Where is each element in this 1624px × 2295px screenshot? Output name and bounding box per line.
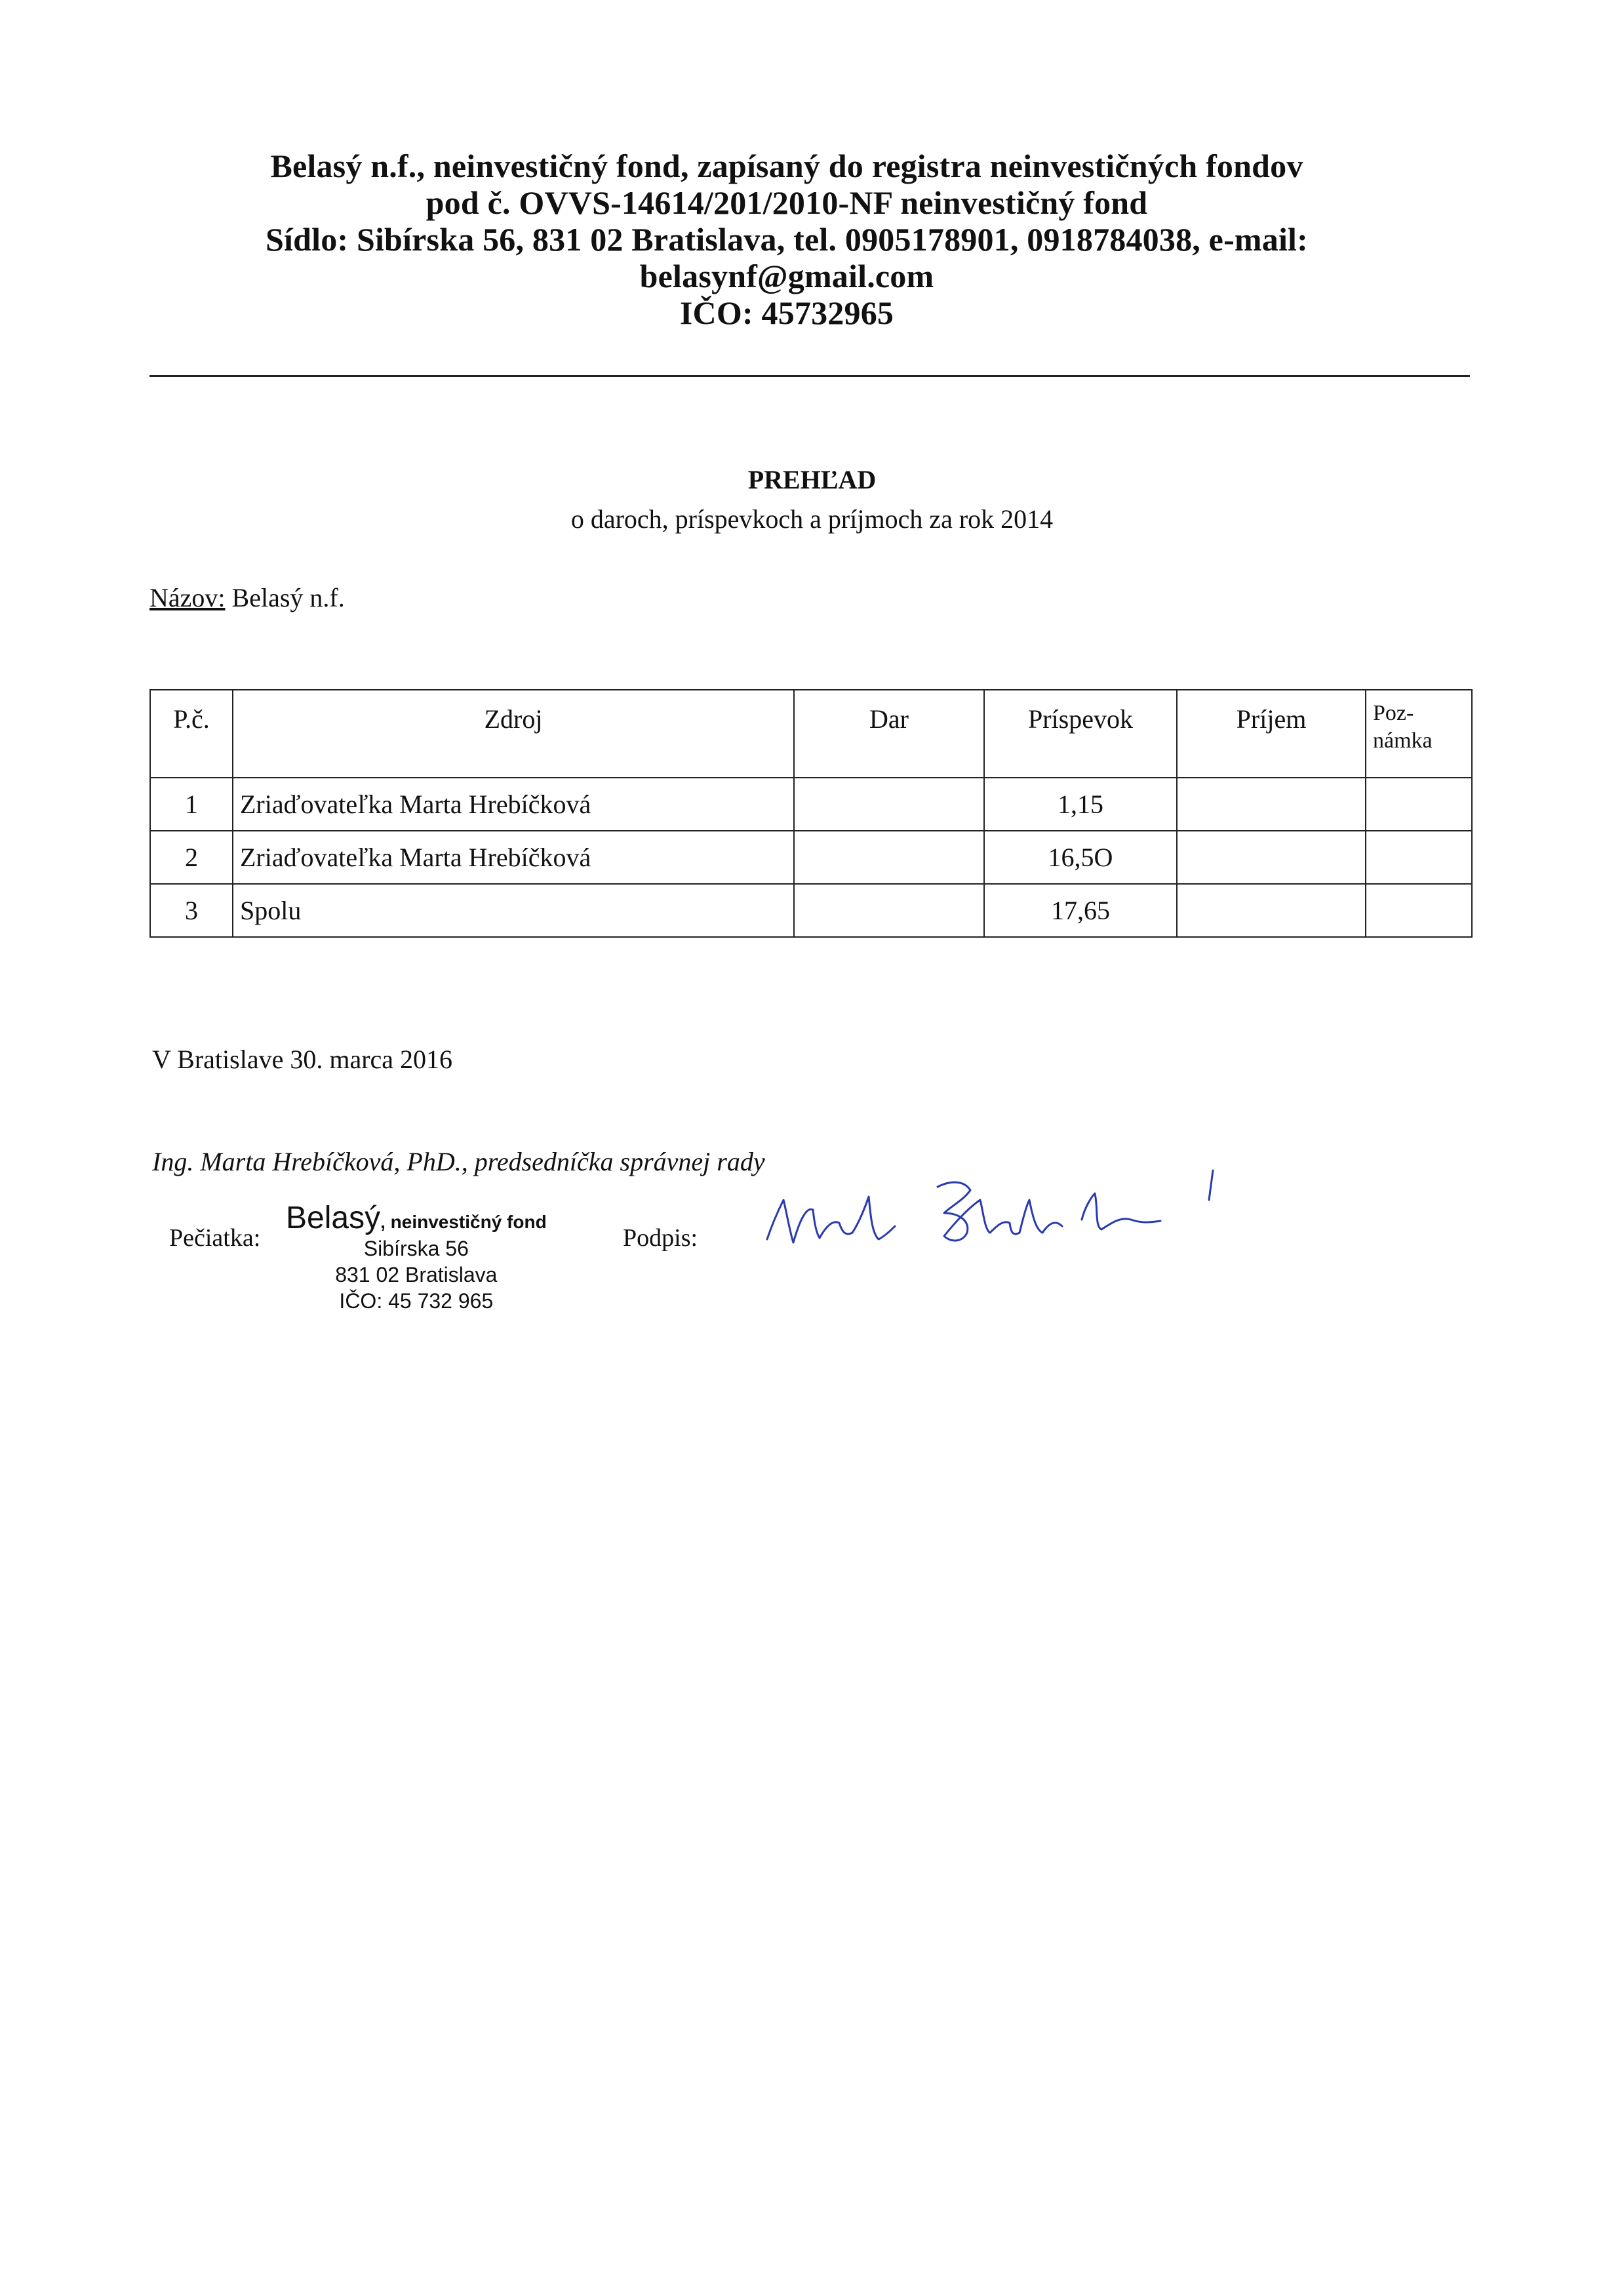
cell-zdroj: Zriaďovateľka Marta Hrebíčková <box>233 831 794 884</box>
header-divider <box>149 375 1470 377</box>
signature-label: Podpis: <box>623 1224 698 1252</box>
cell-dar <box>794 884 984 937</box>
table-row <box>150 778 1472 831</box>
name-line <box>149 582 345 613</box>
cell-prispevok: 1,15 <box>984 778 1177 831</box>
cell-prijem <box>1177 778 1366 831</box>
header-poznamka <box>1366 690 1472 778</box>
header-pc: P.č. <box>150 690 233 778</box>
name-label: Názov: <box>149 583 226 612</box>
cell-dar <box>794 778 984 831</box>
cell-poznamka <box>1366 778 1472 831</box>
fund-header <box>131 148 1442 331</box>
name-value: Belasý n.f. <box>231 583 345 612</box>
stamp-city: 831 02 Bratislava <box>335 1263 498 1287</box>
cell-prijem <box>1177 831 1366 884</box>
cell-prispevok: 17,65 <box>984 884 1177 937</box>
header-line-2: pod č. OVVS-14614/201/2010-NF neinvestičný fond <box>426 184 1148 221</box>
table-row <box>150 831 1472 884</box>
cell-dar <box>794 831 984 884</box>
cell-prijem <box>1177 884 1366 937</box>
header-line-3: Sídlo: Sibírska 56, 831 02 Bratislava, tel. 0905178901, 0918784038, e-mail: <box>266 221 1308 258</box>
stamp-label: Pečiatka: <box>169 1224 261 1252</box>
header-zdroj: Zdroj <box>233 690 794 778</box>
table-header-row <box>150 690 1472 778</box>
stamp-ico: IČO: 45 732 965 <box>339 1289 494 1313</box>
cell-pc: 1 <box>150 778 233 831</box>
stamp-name: Belasý <box>286 1201 381 1235</box>
handwritten-signature <box>754 1161 1226 1272</box>
cell-pc: 3 <box>150 884 233 937</box>
stamp-name-suffix: , neinvestičný fond <box>380 1212 547 1232</box>
cell-prispevok: 16,5O <box>984 831 1177 884</box>
header-prispevok: Príspevok <box>984 690 1177 778</box>
cell-poznamka <box>1366 831 1472 884</box>
header-poznamka-2: námka <box>1373 728 1433 753</box>
cell-zdroj: Zriaďovateľka Marta Hrebíčková <box>233 778 794 831</box>
report-title: PREHĽAD <box>747 465 877 494</box>
header-line-1: Belasý n.f., neinvestičný fond, zapísaný do registra neinvestičných fondov <box>270 148 1303 184</box>
header-dar: Dar <box>794 690 984 778</box>
stamp <box>286 1201 547 1314</box>
place-date: V Bratislave 30. marca 2016 <box>152 1045 453 1074</box>
header-email: belasynf@gmail.com <box>639 258 934 294</box>
header-prijem: Príjem <box>1177 690 1366 778</box>
header-poznamka-1: Poz- <box>1373 701 1414 725</box>
signatory: Ing. Marta Hrebíčková, PhD., predsedníčka správnej rady <box>152 1147 765 1176</box>
header-ico: IČO: 45732965 <box>679 294 894 331</box>
report-table <box>149 689 1473 938</box>
cell-pc: 2 <box>150 831 233 884</box>
stamp-street: Sibírska 56 <box>363 1237 469 1260</box>
report-subtitle: o daroch, príspevkoch a príjmoch za rok 2014 <box>570 504 1054 534</box>
cell-poznamka <box>1366 884 1472 937</box>
table-row <box>150 884 1472 937</box>
cell-zdroj: Spolu <box>233 884 794 937</box>
